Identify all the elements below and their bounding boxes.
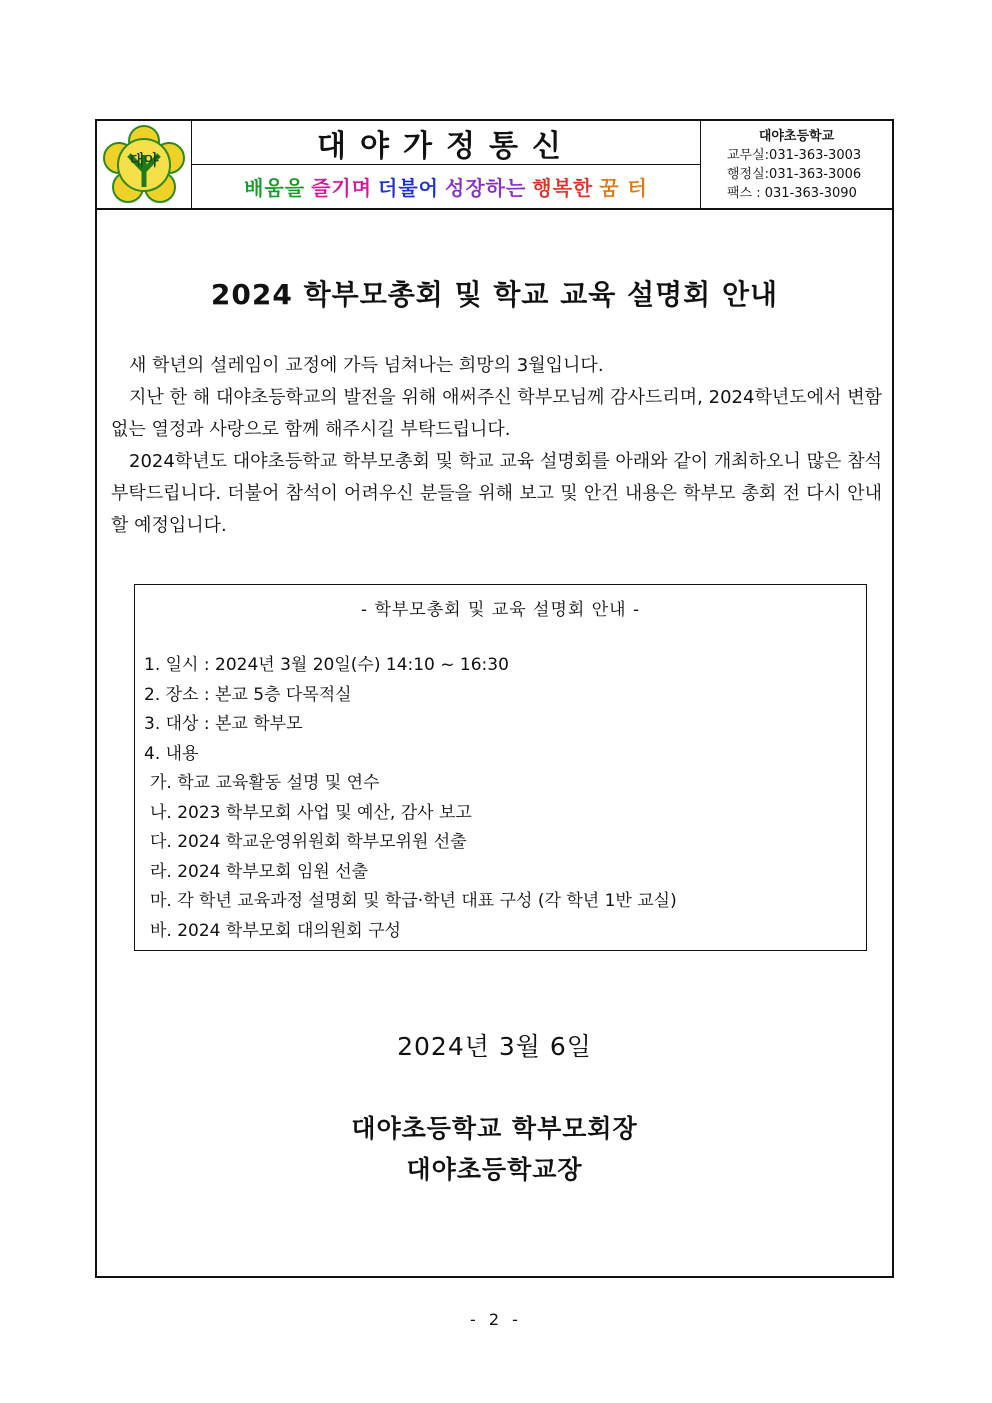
motto-word: 즐기며 xyxy=(311,176,373,200)
notice-list xyxy=(144,651,677,946)
notice-item-place: 2. 장소 : 본교 5층 다목적실 xyxy=(144,684,352,705)
notice-subitem: 라. 2024 학부모회 임원 선출 xyxy=(150,861,369,882)
notice-subitem: 다. 2024 학교운영위원회 학부모위원 선출 xyxy=(150,832,467,852)
notice-box-title: - 학부모총회 및 교육 설명회 안내 - xyxy=(360,600,641,620)
motto xyxy=(192,165,700,208)
notice-subitem: 바. 2024 학부모회 대의원회 구성 xyxy=(150,920,401,941)
title-cell xyxy=(192,121,701,208)
newsletter-header xyxy=(97,121,892,210)
contact-admin: 행정실:031-363-3006 xyxy=(727,166,862,182)
motto-word: 행복한 xyxy=(532,176,594,200)
notice-subitem: 마. 각 학년 교육과정 설명회 및 학급·학년 대표 구성 (각 학년 1반 교실) xyxy=(150,891,677,911)
motto-word: 배움을 xyxy=(244,176,306,200)
contact-cell xyxy=(701,121,892,208)
contact-office: 교무실:031-363-3003 xyxy=(727,147,862,163)
notice-item-date: 1. 일시 : 2024년 3월 20일(수) 14:10 ~ 16:30 xyxy=(144,655,509,675)
signature-principal: 대야초등학교장 xyxy=(406,1155,583,1184)
logo-text: 대야 xyxy=(129,151,159,169)
newsletter-frame xyxy=(95,119,894,1278)
signature-parent-president: 대야초등학교 학부모회장 xyxy=(351,1114,638,1143)
motto-word: 꿈 터 xyxy=(599,176,648,200)
motto-word: 성장하는 xyxy=(445,176,527,200)
page-number: - 2 - xyxy=(470,1310,522,1329)
logo-cell xyxy=(97,121,192,208)
school-name: 대야초등학교 xyxy=(758,128,835,144)
school-logo xyxy=(103,125,185,203)
paragraph-3: 2024학년도 대야초등학교 학부모총회 및 학교 교육 설명회를 아래와 같이 개최하오니 많은 참석 부탁드립니다. 더불어 참석이 어려우신 분들을 위해 보고 및 안건 내용은 학부모 총회 전 다시 안내할 예정입니다. xyxy=(111,451,882,536)
contact-fax: 팩스 : 031-363-3090 xyxy=(727,185,857,201)
document-title: 2024 학부모총회 및 학교 교육 설명회 안내 xyxy=(210,278,779,311)
paragraph-1: 새 학년의 설레임이 교정에 가득 넘쳐나는 희망의 3월입니다. xyxy=(129,355,604,376)
paragraph-2: 지난 한 해 대야초등학교의 발전을 위해 애써주신 학부모님께 감사드리며, 2024학년도에서 변함없는 열정과 사랑으로 함께 해주시길 부탁드립니다. xyxy=(111,387,882,440)
motto-word: 더불어 xyxy=(378,176,440,200)
document-date: 2024년 3월 6일 xyxy=(397,1032,592,1061)
notice-item-content: 4. 내용 xyxy=(144,743,199,764)
newsletter-title: 대야가정통신 xyxy=(192,121,700,165)
notice-subitem: 가. 학교 교육활동 설명 및 연수 xyxy=(150,773,380,793)
notice-subitem: 나. 2023 학부모회 사업 및 예산, 감사 보고 xyxy=(150,802,472,823)
notice-item-target: 3. 대상 : 본교 학부모 xyxy=(144,714,303,734)
notice-box xyxy=(134,584,867,951)
